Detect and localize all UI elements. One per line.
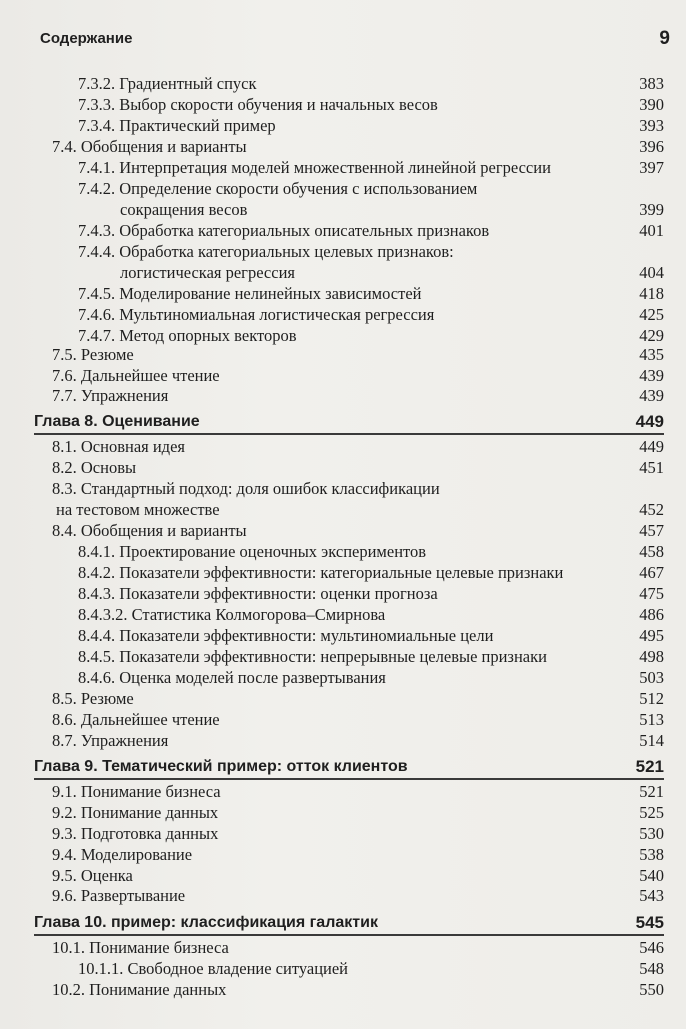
- chapter-rule: [34, 433, 664, 435]
- page-number: 9: [659, 28, 670, 49]
- toc-entry: 10.2. Понимание данных: [52, 980, 227, 999]
- toc-page-number: 396: [639, 137, 664, 156]
- toc-page-number: 429: [639, 326, 664, 345]
- toc-entry: 8.7. Упражнения: [52, 731, 169, 750]
- toc-entry: 9.1. Понимание бизнеса: [52, 782, 221, 801]
- toc-entry: 8.4.1. Проектирование оценочных экспериментов: [78, 542, 427, 561]
- chapter-rule: [34, 934, 664, 936]
- chapter-heading: Глава 9. Тематический пример: отток клиентов: [34, 758, 408, 775]
- toc-page-number: 525: [639, 803, 664, 822]
- toc-page-number: 486: [639, 605, 664, 624]
- toc-page-number: 521: [639, 782, 664, 801]
- toc-entry: 8.4.5. Показатели эффективности: непрерывные целевые признаки: [78, 647, 547, 666]
- toc-page-number: 546: [639, 938, 664, 957]
- toc-entry: логистическая регрессия: [120, 263, 295, 282]
- toc-page-number: 543: [639, 886, 664, 905]
- toc-page-number: 495: [639, 626, 664, 645]
- toc-entry: 7.4.2. Определение скорости обучения с использованием: [78, 179, 478, 198]
- toc-page-number: 390: [639, 95, 664, 114]
- toc-page-number: 503: [639, 668, 664, 687]
- toc-entry: 7.3.3. Выбор скорости обучения и начальных весов: [78, 95, 438, 114]
- toc-entry: 7.3.4. Практический пример: [78, 116, 276, 135]
- toc-page-number: 451: [639, 458, 664, 477]
- toc-entry: 7.6. Дальнейшее чтение: [52, 366, 220, 385]
- toc-entry: 7.4.3. Обработка категориальных описательных признаков: [78, 221, 490, 240]
- toc-page-number: 397: [639, 158, 664, 177]
- toc-entry: 8.4. Обобщения и варианты: [52, 521, 247, 540]
- toc-page-number: 513: [639, 710, 664, 729]
- toc-page-number: 521: [635, 757, 664, 776]
- toc-page-number: 435: [639, 345, 664, 364]
- toc-page-number: 449: [635, 412, 664, 431]
- toc-entry: 8.4.3. Показатели эффективности: оценки прогноза: [78, 584, 438, 603]
- toc-page-number: 399: [639, 200, 664, 219]
- toc-entry: сокращения весов: [120, 200, 248, 219]
- toc-entry: 7.7. Упражнения: [52, 386, 169, 405]
- toc-entry: 9.2. Понимание данных: [52, 803, 219, 822]
- toc-entry: 7.4.6. Мультиномиальная логистическая регрессия: [78, 305, 435, 324]
- toc-page-number: 401: [639, 221, 664, 240]
- toc-entry: 8.4.4. Показатели эффективности: мультиномиальные цели: [78, 626, 494, 645]
- toc-page-number: 418: [639, 284, 664, 303]
- toc-entry: 9.6. Развертывание: [52, 886, 186, 905]
- running-title: Содержание: [40, 30, 133, 47]
- toc-page-number: 475: [639, 584, 664, 603]
- toc-page-number: 439: [639, 386, 664, 405]
- toc-entry: 7.4.5. Моделирование нелинейных зависимостей: [78, 284, 422, 303]
- toc-entry: 7.5. Резюме: [52, 345, 134, 364]
- toc-entry: 7.4.7. Метод опорных векторов: [78, 326, 297, 345]
- toc-page-number: 425: [639, 305, 664, 324]
- toc-entry: 9.3. Подготовка данных: [52, 824, 219, 843]
- toc-entry: 8.3. Стандартный подход: доля ошибок классификации: [52, 479, 440, 498]
- chapter-rule: [34, 778, 664, 780]
- toc-entry: 8.5. Резюме: [52, 689, 134, 708]
- toc-page-number: 498: [639, 647, 664, 666]
- toc-entry: 8.4.2. Показатели эффективности: категориальные целевые признаки: [78, 563, 564, 582]
- toc-page-number: 545: [635, 913, 664, 932]
- toc-entry: на тестовом множестве: [56, 500, 220, 519]
- toc-entry: 7.4.4. Обработка категориальных целевых признаков:: [78, 242, 454, 261]
- toc-page-number: 383: [639, 74, 664, 93]
- toc-page-number: 538: [639, 845, 664, 864]
- toc-entry: 7.3.2. Градиентный спуск: [78, 74, 257, 93]
- toc-page-number: 514: [639, 731, 664, 750]
- toc-entry: 8.1. Основная идея: [52, 437, 185, 456]
- toc-entry: 9.5. Оценка: [52, 866, 133, 885]
- toc-page-number: 452: [639, 500, 664, 519]
- toc-page-number: 449: [639, 437, 664, 456]
- toc-page-number: 439: [639, 366, 664, 385]
- toc-entry: 10.1.1. Свободное владение ситуацией: [78, 959, 349, 978]
- chapter-heading: Глава 8. Оценивание: [34, 413, 200, 430]
- toc-entry: 8.6. Дальнейшее чтение: [52, 710, 220, 729]
- toc-page-number: 550: [639, 980, 664, 999]
- toc-page-number: 540: [639, 866, 664, 885]
- toc-page-number: 467: [639, 563, 664, 582]
- toc-page-number: 548: [639, 959, 664, 978]
- toc-page-number: 530: [639, 824, 664, 843]
- toc-entry: 8.2. Основы: [52, 458, 137, 477]
- toc-page-number: 512: [639, 689, 664, 708]
- toc-entry: 8.4.3.2. Статистика Колмогорова–Смирнова: [78, 605, 386, 624]
- chapter-heading: Глава 10. пример: классификация галактик: [34, 914, 378, 931]
- toc-page-number: 458: [639, 542, 664, 561]
- toc-entry: 9.4. Моделирование: [52, 845, 193, 864]
- toc-entry: 10.1. Понимание бизнеса: [52, 938, 229, 957]
- toc-page-number: 404: [639, 263, 664, 282]
- toc-entry: 8.4.6. Оценка моделей после развертывания: [78, 668, 386, 687]
- toc-entry: 7.4.1. Интерпретация моделей множественной линейной регрессии: [78, 158, 551, 177]
- toc-page-number: 393: [639, 116, 664, 135]
- toc-entry: 7.4. Обобщения и варианты: [52, 137, 247, 156]
- toc-page-number: 457: [639, 521, 664, 540]
